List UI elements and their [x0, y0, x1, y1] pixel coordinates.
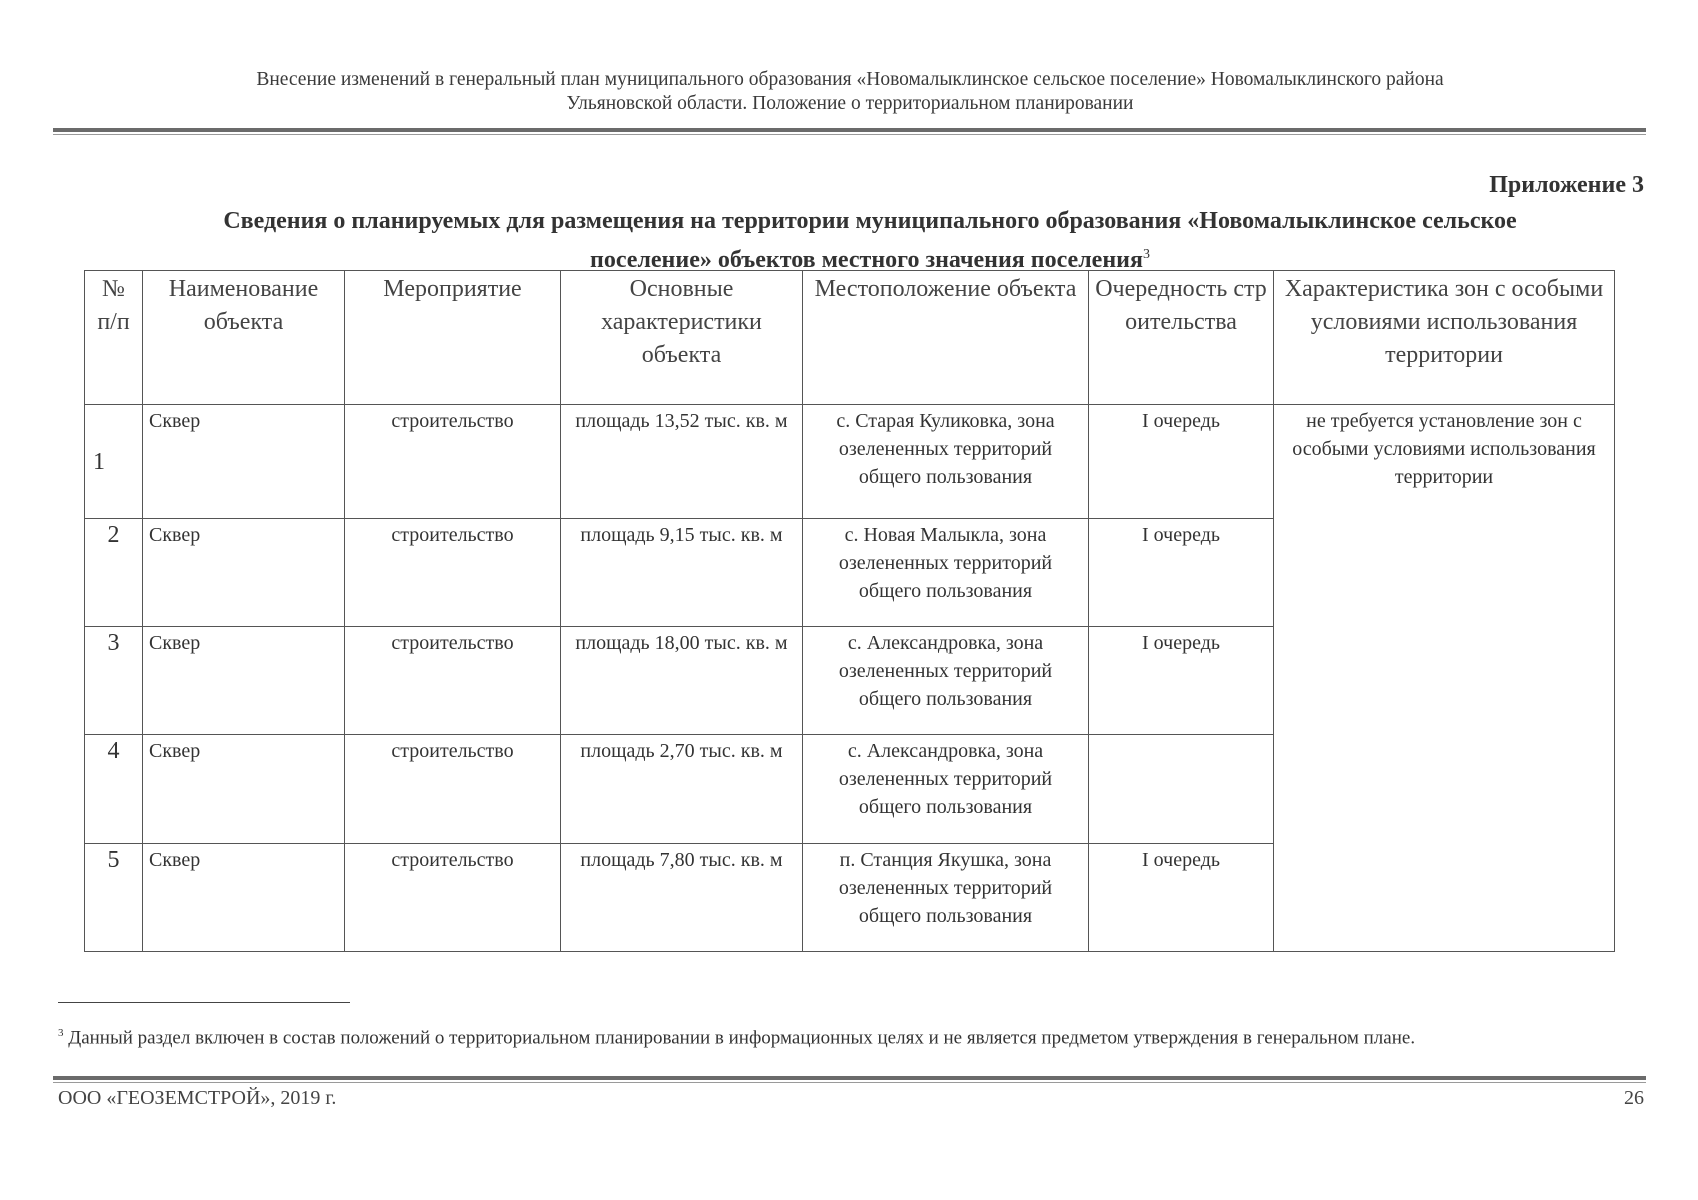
row-characteristics: площадь 18,00 тыс. кв. м [561, 627, 803, 735]
table-row [85, 405, 1615, 519]
footnote-separator [58, 1002, 350, 1003]
row-priority [1089, 735, 1274, 844]
header-zones: Характеристика зон с особыми условиями использования территории [1274, 271, 1615, 405]
row-name: Сквер [143, 519, 345, 627]
row-num: 3 [85, 627, 143, 735]
footnote-text: Данный раздел включен в состав положений о территориальном планировании в информационных целях и не является предметом утверждения в генеральном плане. [63, 1027, 1416, 1049]
header-location: Местоположение объекта [803, 271, 1089, 405]
row-priority: I очередь [1089, 627, 1274, 735]
row-num: 4 [85, 735, 143, 844]
row-characteristics: площадь 9,15 тыс. кв. м [561, 519, 803, 627]
row-location: с. Александровка, зона озелененных территорий общего пользования [803, 735, 1089, 844]
zones-cell: не требуется установление зон с особыми условиями использования территории [1274, 405, 1615, 952]
row-name: Сквер [143, 405, 345, 519]
header-num: № п/п [85, 271, 143, 405]
title-line-2-text: поселение» объектов местного значения поселения [590, 247, 1143, 273]
table-header-row [85, 271, 1615, 405]
header-line-1: Внесение изменений в генеральный план муниципального образования «Новомалыклинское сельское поселение» Новомалыклинского района [256, 69, 1444, 90]
row-location: с. Новая Малыкла, зона озелененных территорий общего пользования [803, 519, 1089, 627]
header-name: Наименование объекта [143, 271, 345, 405]
row-characteristics: площадь 2,70 тыс. кв. м [561, 735, 803, 844]
row-action: строительство [345, 844, 561, 952]
row-priority: I очередь [1089, 844, 1274, 952]
header-characteristics: Основные характеристики объекта [561, 271, 803, 405]
footer-rule-thick [53, 1076, 1646, 1080]
row-num: 2 [85, 519, 143, 627]
row-action: строительство [345, 519, 561, 627]
header-rule-thin [53, 134, 1646, 135]
objects-table [84, 270, 1615, 952]
row-action: строительство [345, 627, 561, 735]
row-name: Сквер [143, 735, 345, 844]
header-action: Мероприятие [345, 271, 561, 405]
row-action: строительство [345, 735, 561, 844]
footer-rule-thin [53, 1082, 1646, 1083]
document-title [90, 204, 1650, 277]
footer-company: ООО «ГЕОЗЕМСТРОЙ», 2019 г. [58, 1087, 337, 1109]
row-action: строительство [345, 405, 561, 519]
row-location: п. Станция Якушка, зона озелененных территорий общего пользования [803, 844, 1089, 952]
row-priority: I очередь [1089, 405, 1274, 519]
title-footnote-mark: 3 [1142, 247, 1150, 262]
row-name: Сквер [143, 627, 345, 735]
row-priority: I очередь [1089, 519, 1274, 627]
row-characteristics: площадь 13,52 тыс. кв. м [561, 405, 803, 519]
page-header [90, 68, 1610, 116]
footnote-mark: 3 [58, 1027, 64, 1039]
row-num: 5 [85, 844, 143, 952]
appendix-label: Приложение 3 [1489, 172, 1644, 198]
page-number: 26 [1624, 1087, 1644, 1109]
title-line-1: Сведения о планируемых для размещения на территории муниципального образования «Новомалыклинское сельское [223, 208, 1517, 234]
row-location: с. Александровка, зона озелененных территорий общего пользования [803, 627, 1089, 735]
header-line-2: Ульяновской области. Положение о территориальном планировании [566, 93, 1134, 114]
header-rule-thick [53, 128, 1646, 132]
row-num: 1 [85, 405, 143, 519]
footnote [58, 1020, 1645, 1051]
header-priority: Очередность строительства [1089, 271, 1274, 405]
row-characteristics: площадь 7,80 тыс. кв. м [561, 844, 803, 952]
row-name: Сквер [143, 844, 345, 952]
row-location: с. Старая Куликовка, зона озелененных территорий общего пользования [803, 405, 1089, 519]
